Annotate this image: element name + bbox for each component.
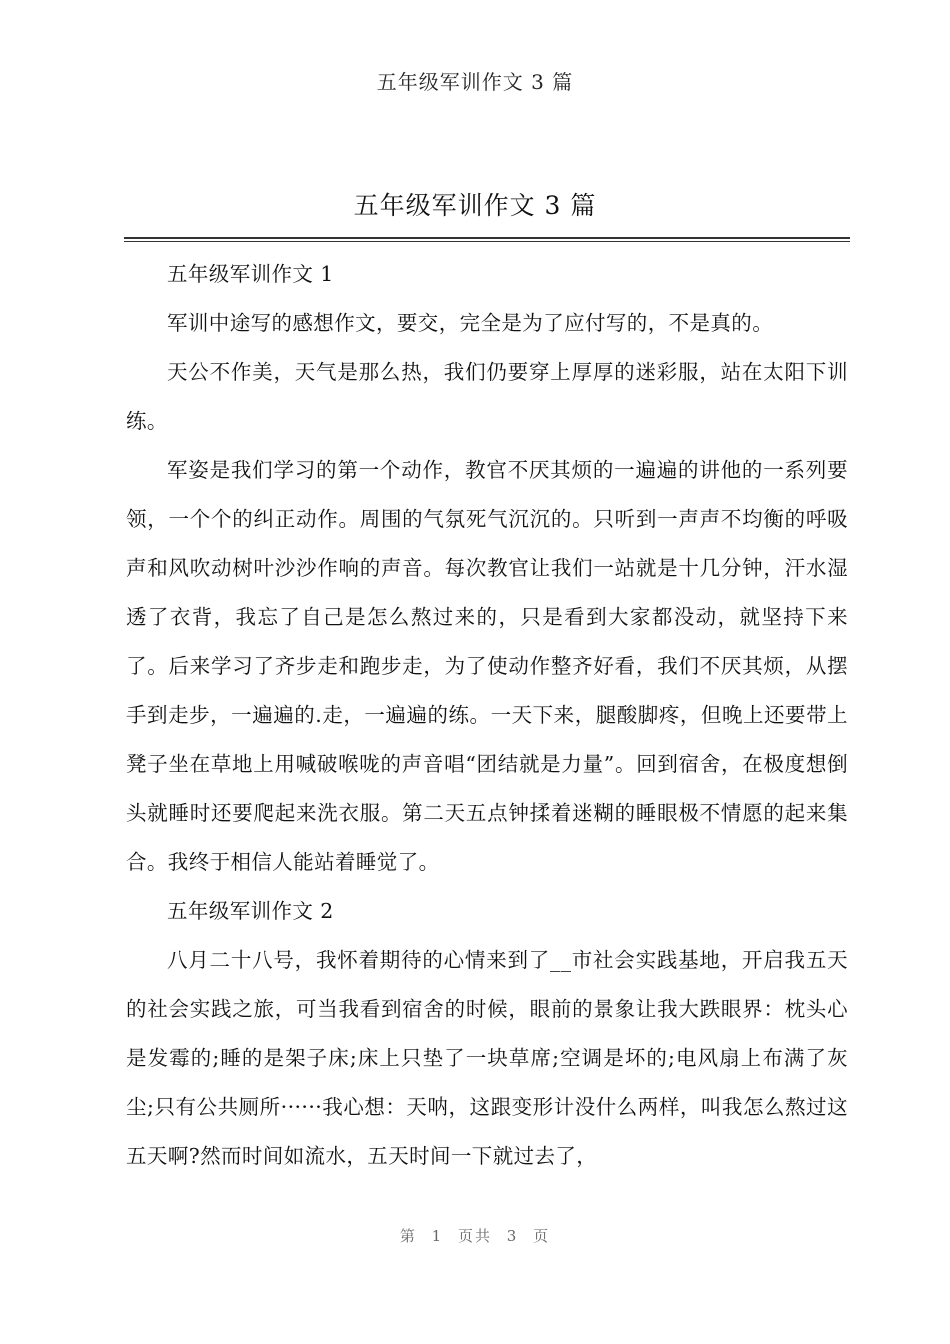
running-header: 五年级军训作文 3 篇	[376, 70, 574, 94]
document-body	[126, 250, 848, 1181]
document-title: 五年级军训作文 3 篇	[353, 191, 597, 220]
page-footer: 第 1 页共 3 页	[399, 1227, 551, 1245]
section-heading-2: 五年级军训作文 2	[167, 899, 334, 923]
paragraph: 军训中途写的感想作文，要交，完全是为了应付写的，不是真的。	[167, 311, 774, 335]
title-divider	[124, 237, 850, 242]
paragraph: 八月二十八号，我怀着期待的心情来到了__市社会实践基地，开启我五天的社会实践之旅，可当我看到宿舍的时候，眼前的景象让我大跌眼界：枕头心是发霉的;睡的是架子床;床上只垫了一块草席;空调是坏的;电风扇上布满了灰尘;只有公共厕所······我心想：天呐，这跟变形计没什么两样，叫我怎么熬过这五天啊?然而时间如流水，五天时间一下就过去了，	[126, 948, 848, 1168]
paragraph: 天公不作美，天气是那么热，我们仍要穿上厚厚的迷彩服，站在太阳下训练。	[126, 360, 848, 433]
paragraph: 军姿是我们学习的第一个动作，教官不厌其烦的一遍遍的讲他的一系列要领，一个个的纠正动作。周围的气氛死气沉沉的。只听到一声声不均衡的呼吸声和风吹动树叶沙沙作响的声音。每次教官让我们一站就是十几分钟，汗水湿透了衣背，我忘了自己是怎么熬过来的，只是看到大家都没动，就坚持下来了。后来学习了齐步走和跑步走，为了使动作整齐好看，我们不厌其烦，从摆手到走步，一遍遍的.走，一遍遍的练。一天下来，腿酸脚疼，但晚上还要带上凳子坐在草地上用喊破喉咙的声音唱“团结就是力量”。回到宿舍，在极度想倒头就睡时还要爬起来洗衣服。第二天五点钟揉着迷糊的睡眼极不情愿的起来集合。我终于相信人能站着睡觉了。	[126, 458, 848, 874]
section-heading-1: 五年级军训作文 1	[167, 262, 334, 286]
